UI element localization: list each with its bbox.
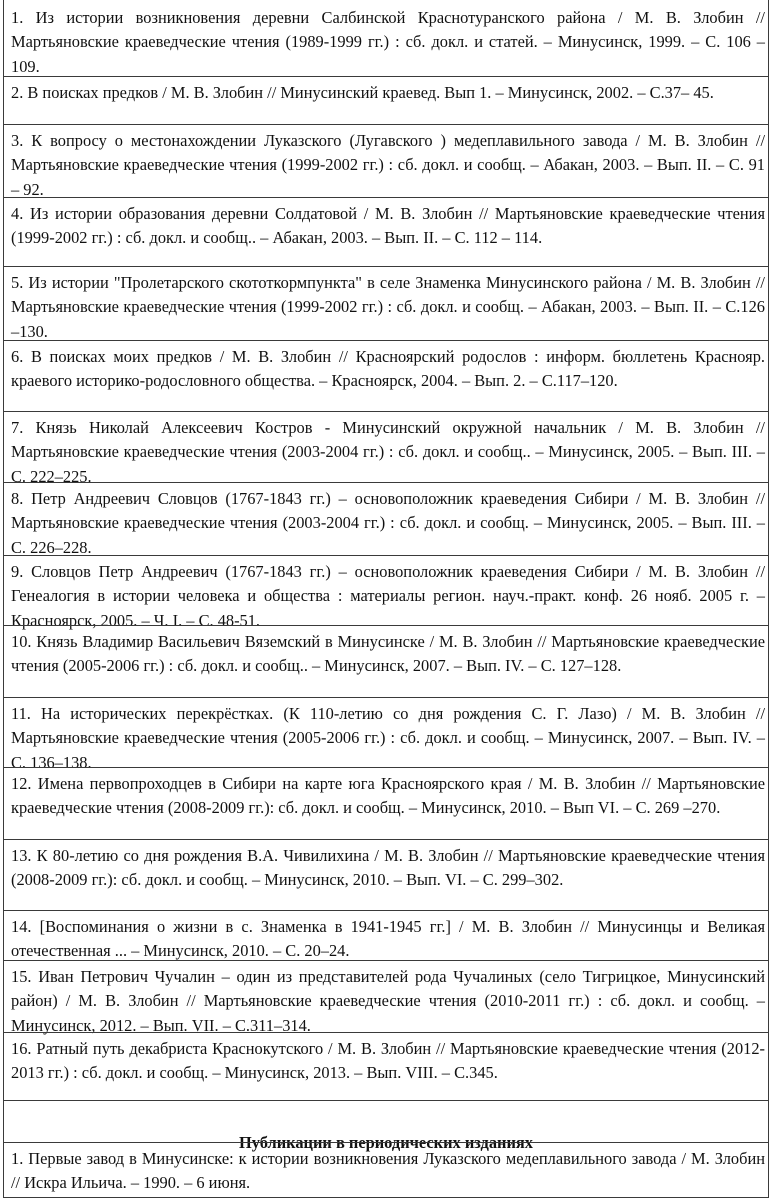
section-heading-text: Публикации в периодических изданиях <box>238 1133 533 1152</box>
periodical-entry-1: 1. Первые завод в Минусинске: к истории возникновения Луказского медеплавильного завода / М. Злобин // Искра Ильича. – 1990. – 6 июня. <box>3 1142 769 1196</box>
bibliography-entry-6: 6. В поисках моих предков / М. В. Злобин // Красноярский родослов : информ. бюллетень Краснояр. краевого историко-родословного общества. – Красноярск, 2004. – Вып. 2. – С.117–120. <box>3 340 769 394</box>
bibliography-entry-1: 1. Из истории возникновения деревни Салбинской Краснотуранского района / М. В. Злобин // Мартьяновские краеведческие чтения (1989-1999 гг.) : сб. докл. и статей. – Минусинск, 1999. – С. 106 – 109. <box>11 8 765 76</box>
bibliography-entry-15: 15. Иван Петрович Чучалин – один из представителей рода Чучалиных (село Тигрицкое, Минусинский район) / М. В. Злобин // Мартьяновские краеведческие чтения (2010-2011 гг.) : сб. докл. и сообщ. – Минусинск, 2012. – Вып. VII. – С.311–314. <box>3 960 769 1038</box>
bibliography-entry-13: 13. К 80-летию со дня рождения В.А. Чивилихина / М. В. Злобин // Мартьяновские краеведческие чтения (2008-2009 гг.): сб. докл. и сообщ. – Минусинск, 2010. – Вып. VI. – С. 299–302. <box>3 839 769 893</box>
bibliography-entry-16: 16. Ратный путь декабриста Краснокутского / М. В. Злобин // Мартьяновские краеведческие чтения (2012-2013 гг.) : сб. докл. и сообщ. – Минусинск, 2013. – Вып. VIII. – С.345. <box>3 1032 769 1086</box>
bibliography-entry-12: 12. Имена первопроходцев в Сибири на карте юга Красноярского края / М. В. Злобин // Мартьяновские краеведческие чтения (2008-2009 гг.): сб. докл. и сообщ. – Минусинск, 2010. – Вып VI. – С. 269 –270. <box>3 767 769 821</box>
bibliography-entry-3: 3. К вопросу о местонахождении Луказского (Лугавского ) медеплавильного завода / М. В. Злобин // Мартьяновские краеведческие чтения (1999-2002 гг.) : сб. докл. и сообщ. – Абакан, 2003. – Вып. II. – С. 91 – 92. <box>3 124 769 202</box>
bibliography-entry-7: 7. Князь Николай Алексеевич Костров - Минусинский окружной начальник / М. В. Злобин // Мартьяновские краеведческие чтения (2003-2004 гг.) : сб. докл. и сообщ.. – Минусинск, 2005. – Вып. III. – С. 222–225. <box>3 411 769 489</box>
bibliography-entry-2: 2. В поисках предков / М. В. Злобин // Минусинский краевед. Вып 1. – Минусинск, 2002. – С.37– 45. <box>3 76 769 105</box>
bibliography-entry-5: 5. Из истории "Пролетарского скототкормпункта" в селе Знаменка Минусинского района / М. В. Злобин // Мартьяновские краеведческие чтения (1999-2002 гг.) : сб. докл. и сообщ. – Абакан, 2003. – Вып. II. – С.126 –130. <box>3 266 769 344</box>
bibliography-entry-14: 14. [Воспоминания о жизни в с. Знаменка в 1941-1945 гг.] / М. В. Злобин // Минусинцы и Великая отечественная ... – Минусинск, 2010. – С. 20–24. <box>3 910 769 964</box>
bibliography-entry-11: 11. На исторических перекрёстках. (К 110-летию со дня рождения С. Г. Лазо) / М. В. Злобин // Мартьяновские краеведческие чтения (2005-2006 гг.) : сб. докл. и сообщ. – Минусинск, 2007. – Вып. IV. – С. 136–138. <box>3 697 769 775</box>
bibliography-entry-10: 10. Князь Владимир Васильевич Вяземский в Минусинске / М. В. Злобин // Мартьяновские краеведческие чтения (2005-2006 гг.) : сб. докл. и сообщ.. – Минусинск, 2007. – Вып. IV. – С. 127–128. <box>3 625 769 679</box>
bibliography-entry-8: 8. Петр Андреевич Словцов (1767-1843 гг.) – основоположник краеведения Сибири / М. В. Злобин // Мартьяновские краеведческие чтения (2003-2004 гг.) : сб. докл. и сообщ. – Минусинск, 2005. – Вып. III. – С. 226–228. <box>3 482 769 560</box>
bibliography-entry-9: 9. Словцов Петр Андреевич (1767-1843 гг.) – основоположник краеведения Сибири / М. В. Злобин // Генеалогия в истории человека и общества : материалы регион. науч.-практ. конф. 26 нояб. 2005 г. – Красноярск, 2005. – Ч. I. – С. 48-51. <box>3 555 769 633</box>
bibliography-entry-4: 4. Из истории образования деревни Солдатовой / М. В. Злобин // Мартьяновские краеведческие чтения (1999-2002 гг.) : сб. докл. и сообщ.. – Абакан, 2003. – Вып. II. – С. 112 – 114. <box>3 197 769 251</box>
